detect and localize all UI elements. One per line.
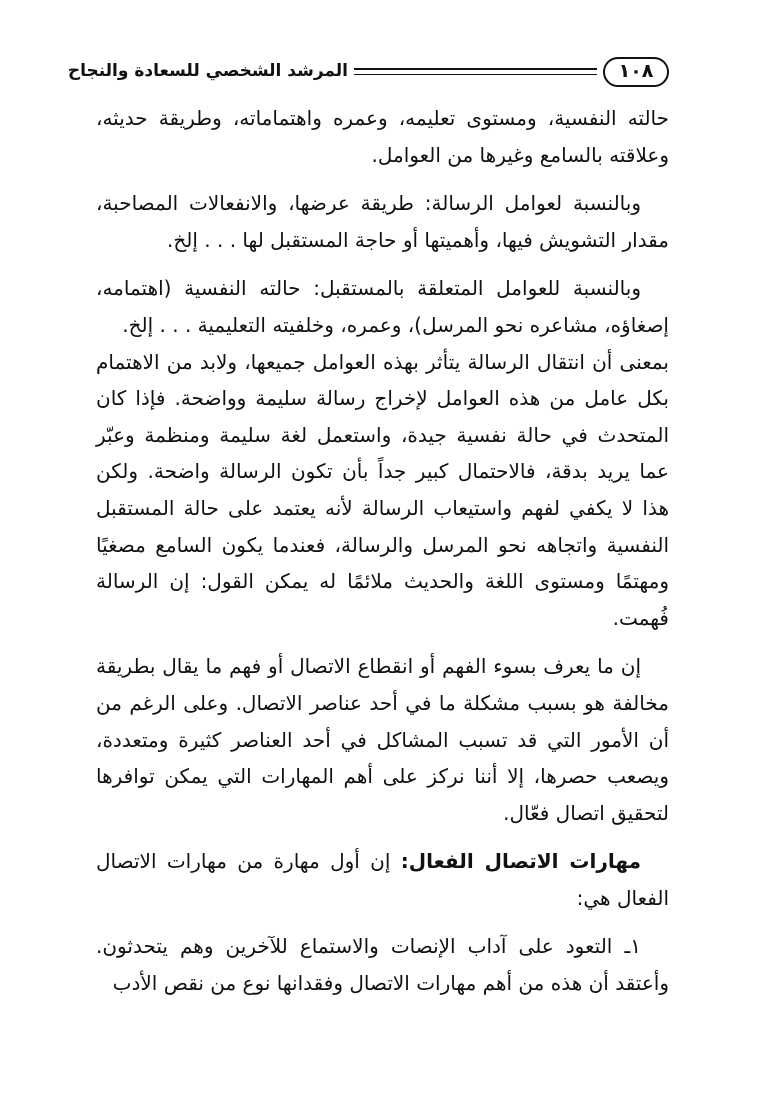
paragraph-skill-one: ١ـ التعود على آداب الإنصات والاستماع للآخرين وهم يتحدثون. وأعتقد أن هذه من أهم مهارات الاتصال وفقدانها نوع من نقص الأدب	[96, 934, 669, 996]
page-number: ١٠٨	[603, 57, 669, 87]
body-text	[96, 100, 669, 1002]
running-title: المرشد الشخصي للسعادة والنجاح	[67, 61, 348, 81]
paragraph-message-transfer: بمعنى أن انتقال الرسالة يتأثر بهذه العوامل جميعها، ولابد من الاهتمام بكل عامل من هذه العوامل لإخراج رسالة سليمة وواضحة. فإذا كان المتحدث في حالة نفسية جيدة، واستعمل لغة سليمة ومنظمة وعبّر عما يريد بدقة، فالاحتمال كبير جداً بأن تكون الرسالة واضحة. ولكن هذا لا يكفي لفهم واستيعاب الرسالة لأنه يعتمد على حالة المستقبل النفسية واتجاهه نحو المرسل والرسالة، فعندما يكون السامع مصغيًا ومهتمًا ومستوى اللغة والحديث ملائمًا له يمكن القول: إن الرسالة فُهمت.	[96, 349, 669, 630]
paragraph-speaker-factors: حالته النفسية، ومستوى تعليمه، وعمره واهتماماته، وطريقة حديثه، وعلاقته بالسامع وغيرها من العوامل.	[96, 106, 669, 167]
paragraph-skills-intro	[96, 843, 669, 916]
running-header	[67, 55, 669, 95]
section-heading: مهارات الاتصال الفعال:	[400, 849, 641, 874]
header-rule	[354, 68, 597, 75]
paragraph-message-factors: وبالنسبة لعوامل الرسالة: طريقة عرضها، والانفعالات المصاحبة، مقدار التشويش فيها، وأهميتها أو حاجة المستقبل لها . . . إلخ.	[96, 191, 669, 252]
paragraph-misunderstanding: إن ما يعرف بسوء الفهم أو انقطاع الاتصال أو فهم ما يقال بطريقة مخالفة هو بسبب مشكلة ما في أحد عناصر الاتصال. وعلى الرغم من أن الأمور التي قد تسبب المشاكل في أحد العناصر كثيرة ومتعددة، ويصعب حصرها، إلا أننا نركز على أهم المهارات التي يمكن توافرها لتحقيق اتصال فعّال.	[96, 654, 669, 825]
paragraph-receiver-factors: وبالنسبة للعوامل المتعلقة بالمستقبل: حالته النفسية (اهتمامه، إصغاؤه، مشاعره نحو المرسل)، وعمره، وخلفيته التعليمية . . . إلخ.	[96, 276, 669, 337]
section-heading-text: إن أول مهارة من مهارات الاتصال الفعال هي:	[96, 849, 669, 910]
